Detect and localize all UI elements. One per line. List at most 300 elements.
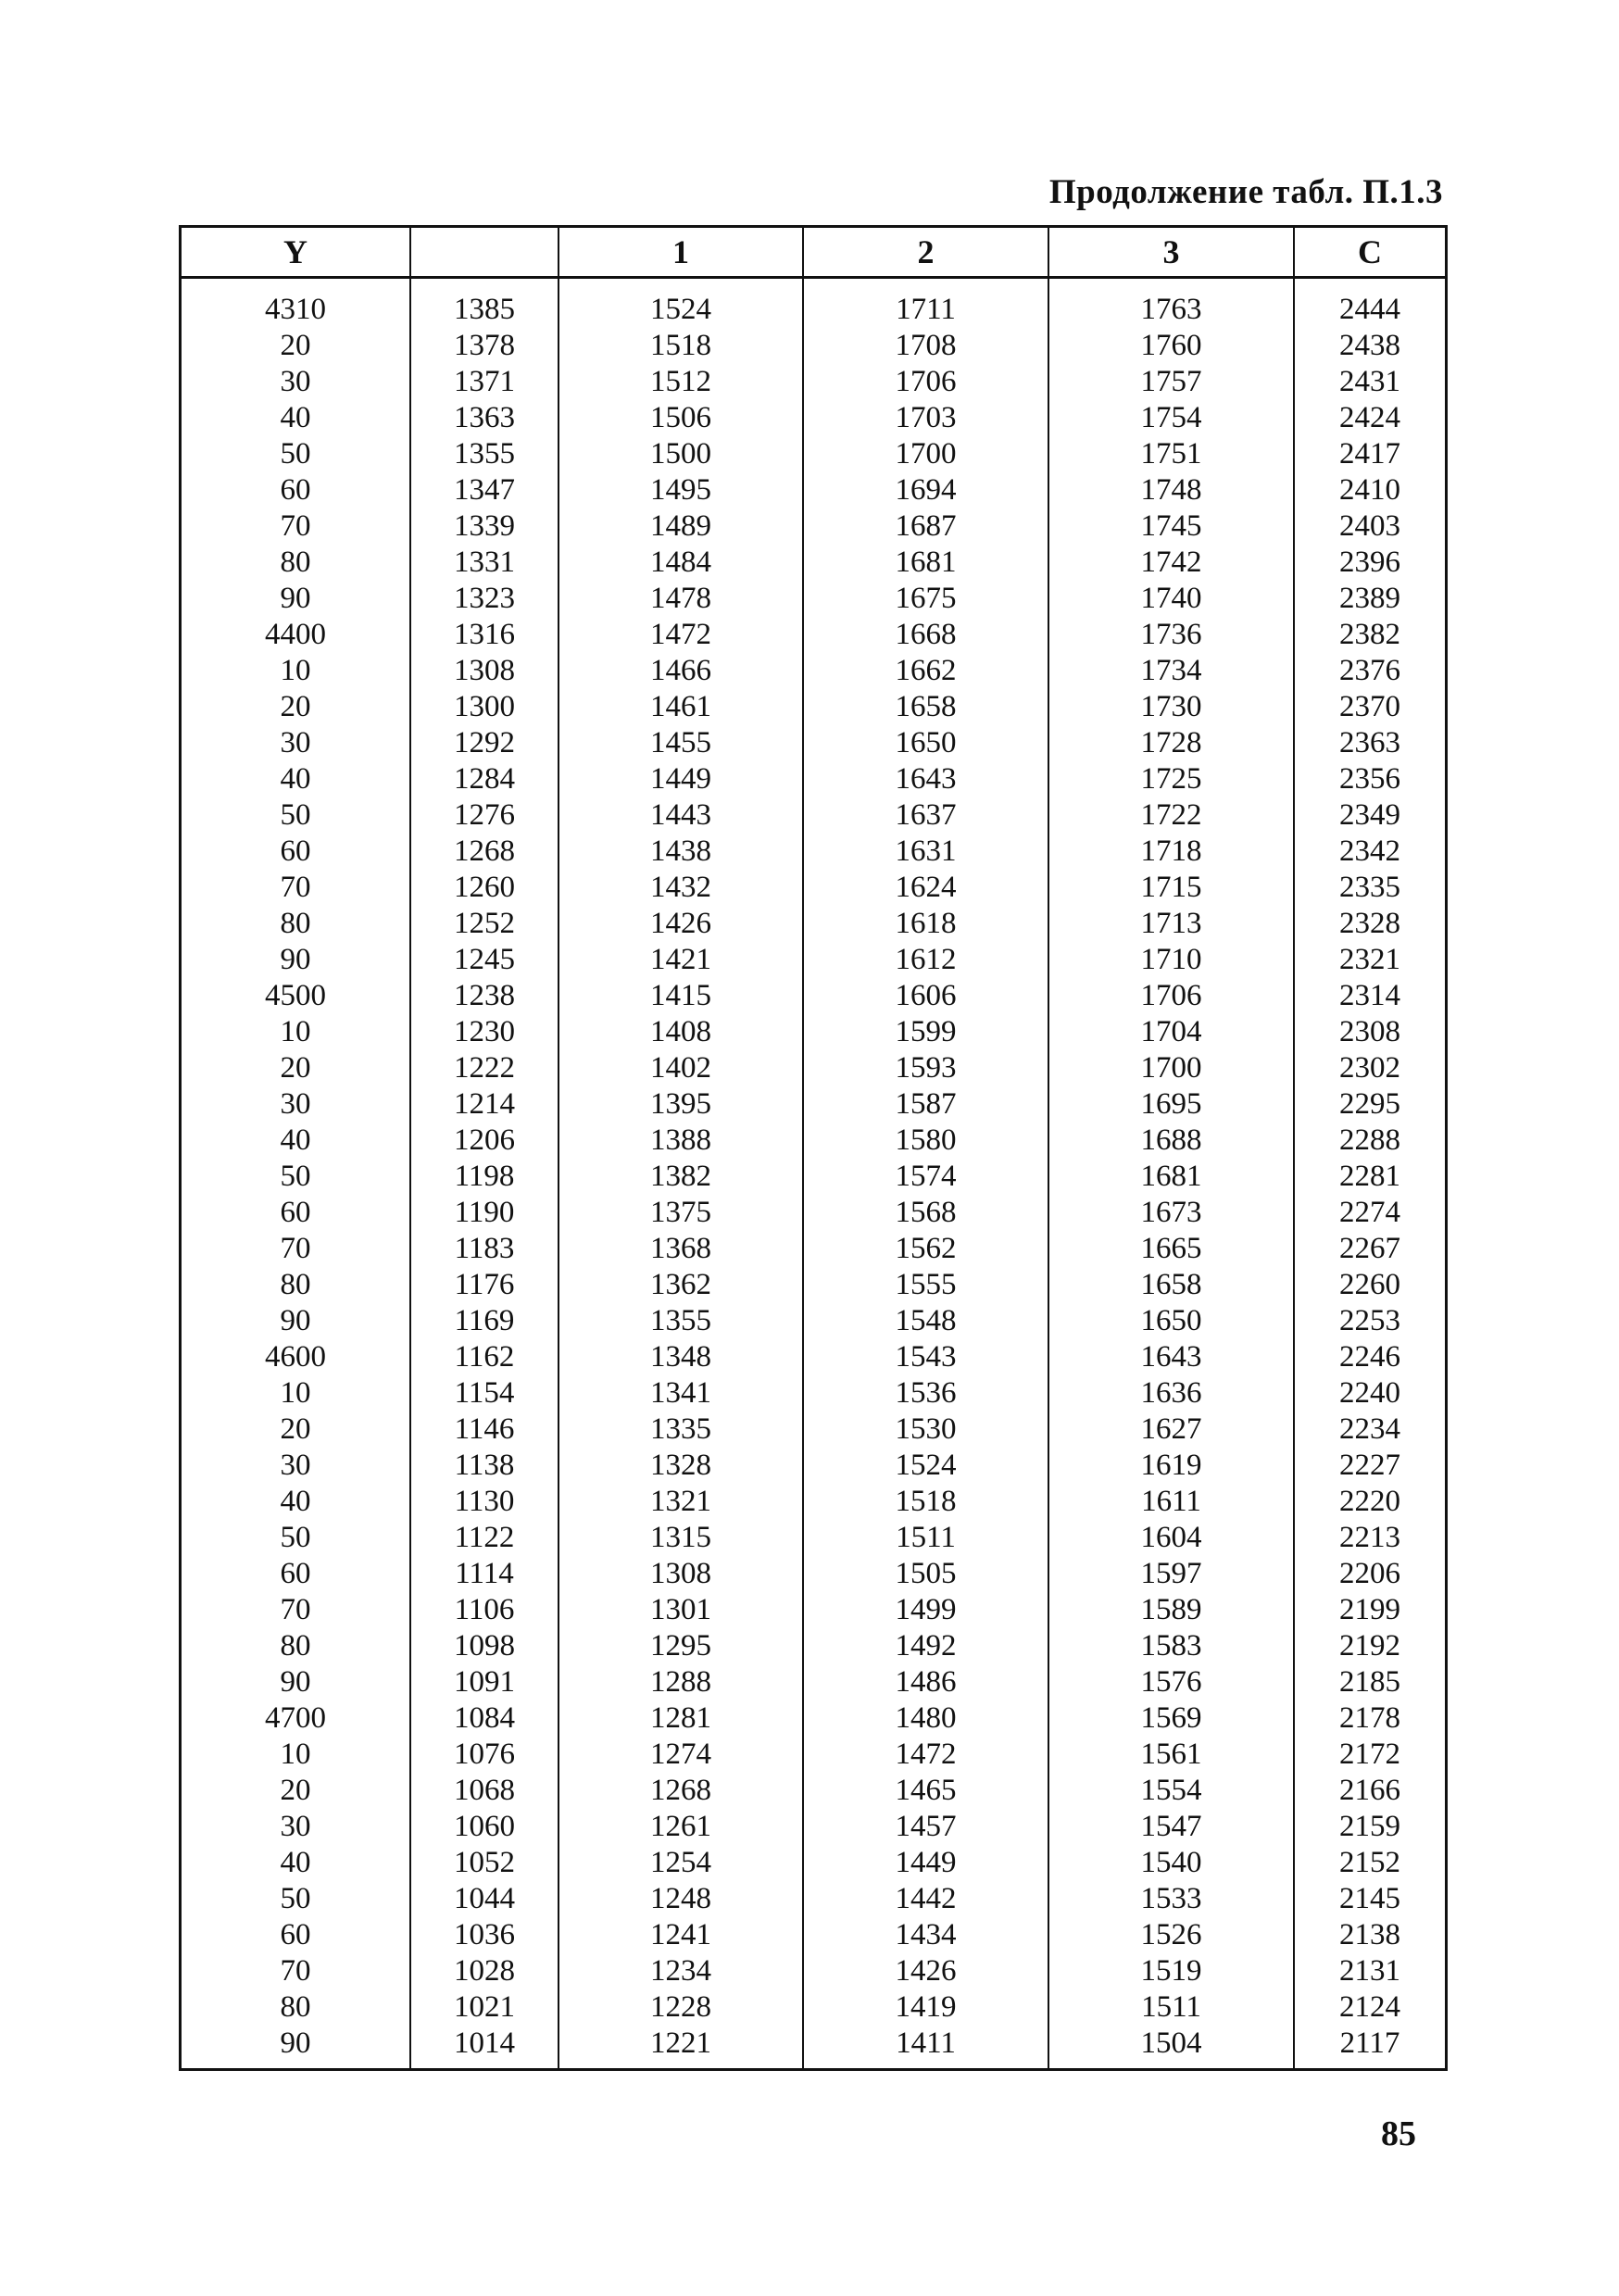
table-row (182, 834, 1445, 870)
y-value: 90 (280, 1304, 311, 1337)
y-value: 40 (280, 401, 311, 434)
col-2-value: 1606 (803, 978, 1048, 1014)
col-3-value: 1597 (1048, 1556, 1294, 1592)
table-row (182, 1773, 1445, 1809)
col-blank-value: 1378 (410, 328, 558, 364)
col-3-value: 1695 (1048, 1086, 1294, 1123)
y-value: 4400 (265, 618, 326, 651)
col-3-value: 1728 (1048, 725, 1294, 761)
page-number: 85 (1381, 2114, 1416, 2153)
y-value: 4500 (265, 979, 326, 1012)
col-blank-value: 1222 (410, 1050, 558, 1086)
col-2-value: 1449 (803, 1845, 1048, 1881)
col-blank-value: 1114 (410, 1556, 558, 1592)
y-value: 60 (280, 1196, 311, 1229)
y-value: 30 (280, 1449, 311, 1482)
col-1-value: 1466 (558, 653, 803, 689)
col-c-value: 2253 (1294, 1303, 1445, 1339)
col-1-value: 1455 (558, 725, 803, 761)
col-blank-value: 1060 (410, 1809, 558, 1845)
col-2-value: 1465 (803, 1773, 1048, 1809)
table-row (182, 942, 1445, 978)
col-3-value: 1745 (1048, 508, 1294, 545)
col-blank-value: 1284 (410, 761, 558, 797)
col-blank-value: 1206 (410, 1123, 558, 1159)
col-blank-value: 1169 (410, 1303, 558, 1339)
table-row (182, 1231, 1445, 1267)
col-c-value: 2267 (1294, 1231, 1445, 1267)
y-value: 10 (280, 1376, 311, 1410)
col-1-value: 1281 (558, 1700, 803, 1737)
table-row (182, 1303, 1445, 1339)
col-c-value: 2246 (1294, 1339, 1445, 1375)
col-3-value: 1611 (1048, 1484, 1294, 1520)
col-1-value: 1395 (558, 1086, 803, 1123)
col-2-value: 1650 (803, 725, 1048, 761)
col-c-value: 2220 (1294, 1484, 1445, 1520)
col-2-value: 1555 (803, 1267, 1048, 1303)
col-2-value: 1568 (803, 1195, 1048, 1231)
table-row (182, 436, 1445, 472)
y-value: 4310 (265, 293, 326, 326)
table-row (182, 1520, 1445, 1556)
y-value: 50 (280, 1521, 311, 1554)
col-1-value: 1288 (558, 1664, 803, 1700)
col-2-value: 1711 (803, 278, 1048, 329)
col-2-value: 1434 (803, 1917, 1048, 1953)
table-row (182, 1664, 1445, 1700)
y-value: 20 (280, 1412, 311, 1446)
table-row (182, 278, 1445, 329)
col-c-value: 2302 (1294, 1050, 1445, 1086)
table-row (182, 1700, 1445, 1737)
table-row (182, 689, 1445, 725)
col-2-value: 1694 (803, 472, 1048, 508)
table-filler-cell (803, 2062, 1048, 2068)
col-blank-value: 1323 (410, 581, 558, 617)
col-1-value: 1382 (558, 1159, 803, 1195)
col-2-value: 1587 (803, 1086, 1048, 1123)
col-2-value: 1703 (803, 400, 1048, 436)
col-c-value: 2424 (1294, 400, 1445, 436)
table-row (182, 1339, 1445, 1375)
col-2-value: 1562 (803, 1231, 1048, 1267)
table-filler-cell (1048, 2062, 1294, 2068)
y-value: 50 (280, 437, 311, 470)
y-value: 10 (280, 1738, 311, 1771)
table-row (182, 364, 1445, 400)
y-value: 80 (280, 1990, 311, 2024)
table-row (182, 1123, 1445, 1159)
y-value: 80 (280, 907, 311, 940)
y-value: 90 (280, 2026, 311, 2060)
column-header-y: Y (182, 228, 410, 278)
table-row (182, 1195, 1445, 1231)
table-row (182, 1159, 1445, 1195)
col-3-value: 1742 (1048, 545, 1294, 581)
col-2-value: 1518 (803, 1484, 1048, 1520)
col-blank-value: 1308 (410, 653, 558, 689)
col-2-value: 1442 (803, 1881, 1048, 1917)
col-3-value: 1526 (1048, 1917, 1294, 1953)
col-blank-value: 1084 (410, 1700, 558, 1737)
table-filler-row (182, 2062, 1445, 2068)
column-header-3: 3 (1048, 228, 1294, 278)
y-value: 50 (280, 1882, 311, 1915)
y-value: 90 (280, 1665, 311, 1699)
col-1-value: 1495 (558, 472, 803, 508)
col-blank-value: 1146 (410, 1411, 558, 1448)
col-c-value: 2403 (1294, 508, 1445, 545)
col-blank-value: 1106 (410, 1592, 558, 1628)
table-row (182, 1014, 1445, 1050)
col-c-value: 2227 (1294, 1448, 1445, 1484)
table-row (182, 725, 1445, 761)
col-1-value: 1484 (558, 545, 803, 581)
col-c-value: 2166 (1294, 1773, 1445, 1809)
col-c-value: 2145 (1294, 1881, 1445, 1917)
table-row (182, 653, 1445, 689)
col-c-value: 2382 (1294, 617, 1445, 653)
col-2-value: 1643 (803, 761, 1048, 797)
col-1-value: 1500 (558, 436, 803, 472)
col-1-value: 1335 (558, 1411, 803, 1448)
col-1-value: 1415 (558, 978, 803, 1014)
col-c-value: 2124 (1294, 1989, 1445, 2026)
col-blank-value: 1098 (410, 1628, 558, 1664)
col-1-value: 1461 (558, 689, 803, 725)
table-row (182, 1448, 1445, 1484)
table-row (182, 1592, 1445, 1628)
col-blank-value: 1316 (410, 617, 558, 653)
table-row (182, 797, 1445, 834)
y-value: 70 (280, 1232, 311, 1265)
col-blank-value: 1014 (410, 2026, 558, 2062)
y-value: 90 (280, 582, 311, 615)
col-2-value: 1631 (803, 834, 1048, 870)
table-row (182, 328, 1445, 364)
col-3-value: 1725 (1048, 761, 1294, 797)
col-3-value: 1715 (1048, 870, 1294, 906)
col-3-value: 1710 (1048, 942, 1294, 978)
col-c-value: 2117 (1294, 2026, 1445, 2062)
col-3-value: 1681 (1048, 1159, 1294, 1195)
col-blank-value: 1183 (410, 1231, 558, 1267)
col-2-value: 1411 (803, 2026, 1048, 2062)
col-blank-value: 1190 (410, 1195, 558, 1231)
col-3-value: 1576 (1048, 1664, 1294, 1700)
col-c-value: 2314 (1294, 978, 1445, 1014)
col-2-value: 1708 (803, 328, 1048, 364)
col-c-value: 2444 (1294, 278, 1445, 329)
col-c-value: 2234 (1294, 1411, 1445, 1448)
y-value: 60 (280, 1557, 311, 1590)
col-3-value: 1688 (1048, 1123, 1294, 1159)
col-blank-value: 1154 (410, 1375, 558, 1411)
table-body (182, 278, 1445, 2069)
table-row (182, 1809, 1445, 1845)
col-2-value: 1612 (803, 942, 1048, 978)
col-3-value: 1757 (1048, 364, 1294, 400)
col-3-value: 1736 (1048, 617, 1294, 653)
column-header-c: C (1294, 228, 1445, 278)
y-value: 30 (280, 1810, 311, 1843)
y-value: 50 (280, 798, 311, 832)
col-1-value: 1368 (558, 1231, 803, 1267)
col-3-value: 1713 (1048, 906, 1294, 942)
table-filler-cell (1294, 2062, 1445, 2068)
col-1-value: 1472 (558, 617, 803, 653)
table-row (182, 508, 1445, 545)
table-row (182, 2026, 1445, 2062)
col-3-value: 1583 (1048, 1628, 1294, 1664)
table-row (182, 545, 1445, 581)
col-1-value: 1478 (558, 581, 803, 617)
col-3-value: 1561 (1048, 1737, 1294, 1773)
table-row (182, 1881, 1445, 1917)
col-blank-value: 1238 (410, 978, 558, 1014)
col-c-value: 2308 (1294, 1014, 1445, 1050)
col-blank-value: 1331 (410, 545, 558, 581)
y-value: 70 (280, 1593, 311, 1626)
col-c-value: 2389 (1294, 581, 1445, 617)
table-filler-cell (182, 2062, 410, 2068)
col-1-value: 1524 (558, 278, 803, 329)
y-value: 20 (280, 690, 311, 723)
col-c-value: 2281 (1294, 1159, 1445, 1195)
y-value: 20 (280, 1774, 311, 1807)
col-2-value: 1486 (803, 1664, 1048, 1700)
col-3-value: 1589 (1048, 1592, 1294, 1628)
table-row (182, 1484, 1445, 1520)
col-2-value: 1480 (803, 1700, 1048, 1737)
y-value: 10 (280, 654, 311, 687)
y-value: 60 (280, 473, 311, 507)
y-value: 80 (280, 546, 311, 579)
col-3-value: 1511 (1048, 1989, 1294, 2026)
col-blank-value: 1198 (410, 1159, 558, 1195)
col-1-value: 1489 (558, 508, 803, 545)
table-row (182, 1917, 1445, 1953)
col-1-value: 1512 (558, 364, 803, 400)
col-3-value: 1718 (1048, 834, 1294, 870)
col-3-value: 1627 (1048, 1411, 1294, 1448)
y-value: 40 (280, 762, 311, 796)
col-3-value: 1650 (1048, 1303, 1294, 1339)
col-3-value: 1760 (1048, 328, 1294, 364)
col-3-value: 1751 (1048, 436, 1294, 472)
col-blank-value: 1122 (410, 1520, 558, 1556)
col-blank-value: 1245 (410, 942, 558, 978)
col-1-value: 1221 (558, 2026, 803, 2062)
col-c-value: 2295 (1294, 1086, 1445, 1123)
col-blank-value: 1268 (410, 834, 558, 870)
col-blank-value: 1021 (410, 1989, 558, 2026)
col-1-value: 1426 (558, 906, 803, 942)
col-1-value: 1408 (558, 1014, 803, 1050)
y-value: 70 (280, 1954, 311, 1988)
y-value: 70 (280, 871, 311, 904)
col-1-value: 1402 (558, 1050, 803, 1086)
col-1-value: 1375 (558, 1195, 803, 1231)
col-blank-value: 1214 (410, 1086, 558, 1123)
y-value: 60 (280, 1918, 311, 1951)
col-blank-value: 1385 (410, 278, 558, 329)
col-1-value: 1301 (558, 1592, 803, 1628)
y-value: 70 (280, 509, 311, 543)
col-c-value: 2192 (1294, 1628, 1445, 1664)
col-blank-value: 1230 (410, 1014, 558, 1050)
col-2-value: 1574 (803, 1159, 1048, 1195)
col-1-value: 1432 (558, 870, 803, 906)
col-c-value: 2138 (1294, 1917, 1445, 1953)
col-1-value: 1228 (558, 1989, 803, 2026)
col-blank-value: 1260 (410, 870, 558, 906)
y-value: 40 (280, 1846, 311, 1879)
col-2-value: 1536 (803, 1375, 1048, 1411)
col-blank-value: 1036 (410, 1917, 558, 1953)
col-c-value: 2213 (1294, 1520, 1445, 1556)
col-2-value: 1524 (803, 1448, 1048, 1484)
data-table (182, 228, 1445, 2068)
col-c-value: 2410 (1294, 472, 1445, 508)
col-1-value: 1348 (558, 1339, 803, 1375)
col-2-value: 1580 (803, 1123, 1048, 1159)
table-header-row (182, 228, 1445, 278)
col-3-value: 1519 (1048, 1953, 1294, 1989)
col-c-value: 2370 (1294, 689, 1445, 725)
col-c-value: 2185 (1294, 1664, 1445, 1700)
y-value: 10 (280, 1015, 311, 1048)
col-c-value: 2260 (1294, 1267, 1445, 1303)
col-3-value: 1730 (1048, 689, 1294, 725)
col-1-value: 1254 (558, 1845, 803, 1881)
col-2-value: 1472 (803, 1737, 1048, 1773)
table-row (182, 1953, 1445, 1989)
col-c-value: 2342 (1294, 834, 1445, 870)
col-1-value: 1449 (558, 761, 803, 797)
y-value: 60 (280, 834, 311, 868)
col-1-value: 1241 (558, 1917, 803, 1953)
col-1-value: 1443 (558, 797, 803, 834)
table-row (182, 400, 1445, 436)
table-row (182, 1737, 1445, 1773)
col-blank-value: 1363 (410, 400, 558, 436)
col-1-value: 1315 (558, 1520, 803, 1556)
col-blank-value: 1371 (410, 364, 558, 400)
table-row (182, 581, 1445, 617)
y-value: 4600 (265, 1340, 326, 1374)
col-1-value: 1261 (558, 1809, 803, 1845)
y-value: 20 (280, 329, 311, 362)
y-value: 80 (280, 1629, 311, 1662)
table-row (182, 472, 1445, 508)
col-c-value: 2376 (1294, 653, 1445, 689)
col-blank-value: 1028 (410, 1953, 558, 1989)
col-1-value: 1362 (558, 1267, 803, 1303)
col-2-value: 1419 (803, 1989, 1048, 2026)
data-table-frame (179, 225, 1448, 2071)
col-c-value: 2438 (1294, 328, 1445, 364)
column-header-2: 2 (803, 228, 1048, 278)
col-blank-value: 1044 (410, 1881, 558, 1917)
col-2-value: 1624 (803, 870, 1048, 906)
col-c-value: 2240 (1294, 1375, 1445, 1411)
y-value: 50 (280, 1160, 311, 1193)
y-value: 40 (280, 1123, 311, 1157)
col-blank-value: 1355 (410, 436, 558, 472)
y-value: 20 (280, 1051, 311, 1085)
col-3-value: 1533 (1048, 1881, 1294, 1917)
table-row (182, 1086, 1445, 1123)
col-1-value: 1506 (558, 400, 803, 436)
col-c-value: 2356 (1294, 761, 1445, 797)
col-blank-value: 1339 (410, 508, 558, 545)
col-1-value: 1295 (558, 1628, 803, 1664)
col-blank-value: 1052 (410, 1845, 558, 1881)
col-blank-value: 1068 (410, 1773, 558, 1809)
col-3-value: 1704 (1048, 1014, 1294, 1050)
col-1-value: 1308 (558, 1556, 803, 1592)
col-2-value: 1543 (803, 1339, 1048, 1375)
col-1-value: 1341 (558, 1375, 803, 1411)
table-row (182, 1375, 1445, 1411)
table-row (182, 617, 1445, 653)
col-2-value: 1681 (803, 545, 1048, 581)
col-1-value: 1268 (558, 1773, 803, 1809)
col-3-value: 1722 (1048, 797, 1294, 834)
col-2-value: 1426 (803, 1953, 1048, 1989)
col-1-value: 1421 (558, 942, 803, 978)
table-filler-cell (410, 2062, 558, 2068)
col-3-value: 1740 (1048, 581, 1294, 617)
col-blank-value: 1292 (410, 725, 558, 761)
column-header-blank (410, 228, 558, 278)
col-3-value: 1658 (1048, 1267, 1294, 1303)
col-c-value: 2131 (1294, 1953, 1445, 1989)
y-value: 30 (280, 365, 311, 398)
col-blank-value: 1138 (410, 1448, 558, 1484)
col-3-value: 1754 (1048, 400, 1294, 436)
table-row (182, 978, 1445, 1014)
col-c-value: 2274 (1294, 1195, 1445, 1231)
col-2-value: 1599 (803, 1014, 1048, 1050)
y-value: 40 (280, 1485, 311, 1518)
table-row (182, 1411, 1445, 1448)
col-1-value: 1355 (558, 1303, 803, 1339)
col-blank-value: 1076 (410, 1737, 558, 1773)
table-caption: Продолжение табл. П.1.3 (1048, 173, 1443, 211)
col-c-value: 2349 (1294, 797, 1445, 834)
col-3-value: 1504 (1048, 2026, 1294, 2062)
col-2-value: 1687 (803, 508, 1048, 545)
col-1-value: 1234 (558, 1953, 803, 1989)
y-value: 90 (280, 943, 311, 976)
col-3-value: 1734 (1048, 653, 1294, 689)
col-3-value: 1706 (1048, 978, 1294, 1014)
col-2-value: 1700 (803, 436, 1048, 472)
col-1-value: 1438 (558, 834, 803, 870)
table-row (182, 1628, 1445, 1664)
col-c-value: 2206 (1294, 1556, 1445, 1592)
y-value: 30 (280, 1087, 311, 1121)
col-c-value: 2159 (1294, 1809, 1445, 1845)
col-c-value: 2152 (1294, 1845, 1445, 1881)
col-3-value: 1554 (1048, 1773, 1294, 1809)
col-c-value: 2178 (1294, 1700, 1445, 1737)
col-1-value: 1388 (558, 1123, 803, 1159)
col-3-value: 1636 (1048, 1375, 1294, 1411)
